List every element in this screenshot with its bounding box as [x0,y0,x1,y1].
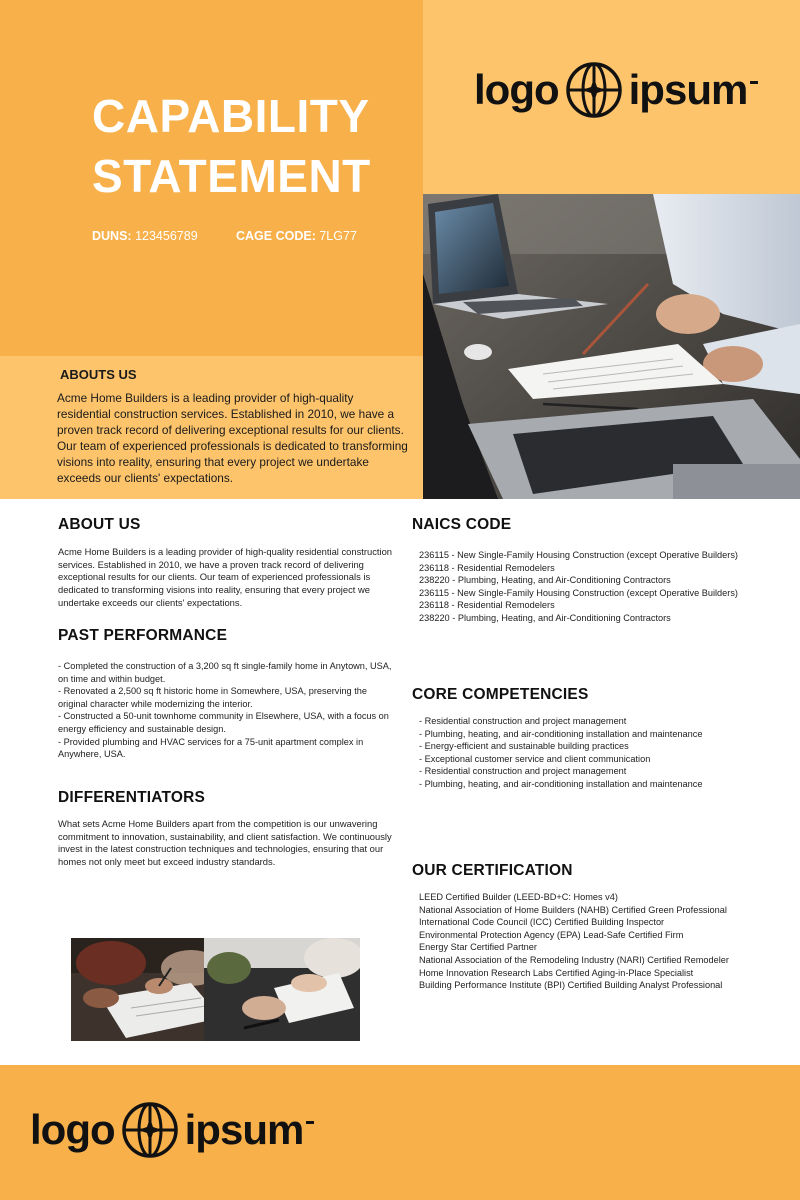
past-performance-heading: PAST PERFORMANCE [58,627,228,644]
list-item: Environmental Protection Agency (EPA) Lead-Safe Certified Firm [419,929,684,940]
list-item: - Provided plumbing and HVAC services for a 75-unit apartment complex in Anywhere, USA. [58,736,364,760]
logo-word-left: logo [474,66,559,113]
core-competencies-heading: CORE COMPETENCIES [412,686,589,703]
cage-label: CAGE CODE: [236,229,316,243]
list-item: 236118 - Residential Remodelers [419,600,555,611]
list-item: International Code Council (ICC) Certified Building Inspector [419,917,665,928]
logo [474,60,759,120]
list-item: - Residential construction and project management [419,766,627,777]
list-item: - Renovated a 2,500 sq ft historic home in Somewhere, USA, preserving the original character while modernizing the interior. [58,686,367,709]
list-item: - Plumbing, heating, and air-conditioning installation and maintenance [419,778,703,789]
list-item: 236115 - New Single-Family Housing Construction (except Operative Builders) [419,587,738,598]
list-item: 236115 - New Single-Family Housing Construction (except Operative Builders) [419,550,738,560]
duns [92,229,198,243]
duns-label: DUNS: [92,229,132,243]
past-performance-list [58,660,398,761]
list-item: Energy Star Certified Partner [419,942,537,953]
list-item: Building Performance Institute (BPI) Certified Building Analyst Professional [419,980,723,991]
list-item: Home Innovation Research Labs Certified Aging-in-Place Specialist [419,967,694,978]
globe-icon [565,61,623,119]
list-item: 236118 - Residential Remodelers [419,562,555,573]
title-line-1: CAPABILITY [92,90,370,142]
differentiators-text: What sets Acme Home Builders apart from the competition is our unwavering commitment to innovation, sustainability, and client satisfaction. We continuously invest in the latest construction techniques and technologies, ensuring that our homes not only meet but exceed industry standards. [58,818,392,868]
globe-icon [121,1101,179,1159]
list-item: - Constructed a 50-unit townhome community in Elsewhere, USA, with a focus on energy efficiency and sustainable design. [58,711,389,734]
cage-value: 7LG77 [319,229,357,243]
title-line-2: STATEMENT [92,150,371,202]
about-top-text: Acme Home Builders is a leading provider of high-quality residential construction services. Established in 2010, we have a proven track record of delivering exceptional results for our clients. Our team of experienced professionals is dedicated to transforming visions into reality, ensuring that every project we undertake exceeds our clients' expectations. [57,391,408,485]
list-item: National Association of the Remodeling Industry (NARI) Certified Remodeler [419,954,729,965]
logo-dash-icon [749,75,759,105]
list-item: - Completed the construction of a 3,200 sq ft single-family home in Anytown, USA, on time and within budget. [58,661,392,684]
naics-list [419,549,794,625]
core-competencies-list [419,715,794,791]
footer-logo [30,1100,315,1160]
list-item: - Plumbing, heating, and air-conditioning installation and maintenance [419,728,703,739]
certification-heading: OUR CERTIFICATION [412,862,573,879]
laptop-meeting-photo [423,194,800,499]
logo-dash-icon [305,1115,315,1145]
list-item: - Energy-efficient and sustainable building practices [419,741,629,752]
certification-list [419,891,794,992]
about-heading: ABOUT US [58,516,141,533]
list-item: National Association of Home Builders (NAHB) Certified Green Professional [419,904,727,915]
list-item: 238220 - Plumbing, Heating, and Air-Conditioning Contractors [419,575,671,586]
about-text: Acme Home Builders is a leading provider of high-quality residential construction services. Established in 2010, we have a proven track record of delivering exceptional results for our clients. Our team of experienced professionals is dedicated to transforming visions into reality, ensuring that every project we undertake exceeds our clients' expectations. [58,546,393,608]
logo-word-right: ipsum [628,66,748,113]
list-item: 238220 - Plumbing, Heating, and Air-Conditioning Contractors [419,612,671,623]
list-item: - Exceptional customer service and client communication [419,753,651,764]
about-top-heading: ABOUTS US [60,367,137,382]
logo-word-left: logo [30,1106,115,1153]
list-item: LEED Certified Builder (LEED-BD+C: Homes v4) [419,892,618,902]
list-item: - Residential construction and project management [419,716,627,726]
differentiators-heading: DIFFERENTIATORS [58,789,206,806]
naics-heading: NAICS CODE [412,516,512,533]
duns-value: 123456789 [135,229,198,243]
signing-photo-2 [204,938,360,1041]
cage-code [236,229,357,243]
logo-word-right: ipsum [184,1106,304,1153]
page-title [92,86,371,206]
